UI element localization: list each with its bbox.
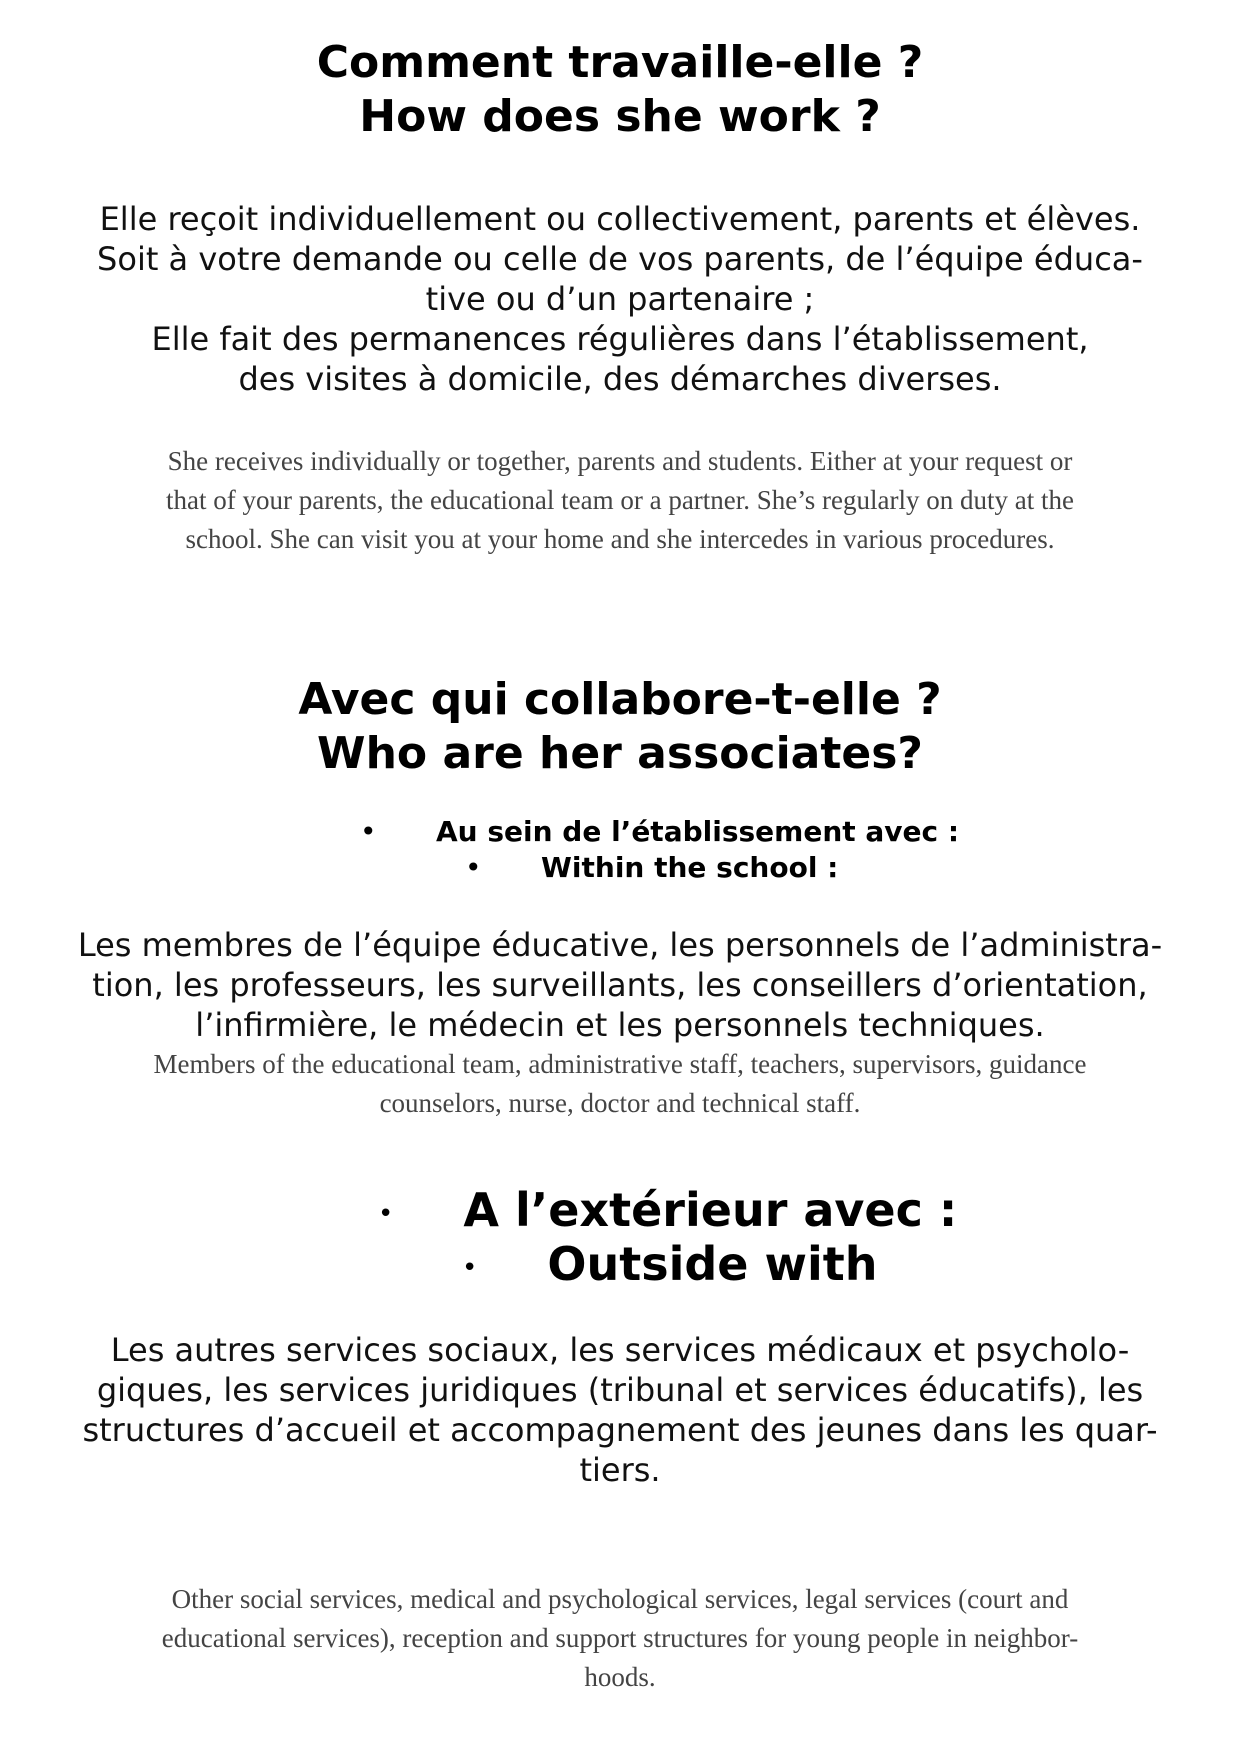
section3-body-en bbox=[40, 1580, 1200, 1697]
section3-en-line: Other social services, medical and psychological services, legal services (court and bbox=[171, 1584, 1069, 1614]
section2-fr-line: tion, les professeurs, les surveillants, les conseillers d’orientation, bbox=[92, 966, 1148, 1004]
section2-heading bbox=[40, 673, 1200, 781]
section1-en-line: She receives individually or together, parents and students. Either at your request or bbox=[167, 446, 1073, 476]
section1-fr-line: Soit à votre demande ou celle de vos parents, de l’équipe éduca- bbox=[97, 240, 1143, 278]
bullet-dot-icon: • bbox=[462, 1252, 478, 1283]
section2-body-en bbox=[40, 1045, 1200, 1123]
section2-body-fr bbox=[40, 925, 1200, 1045]
bullet-outside-fr bbox=[378, 1183, 957, 1241]
bullet-text: Outside with bbox=[547, 1237, 878, 1291]
section3-fr-line: tiers. bbox=[579, 1451, 661, 1489]
section2-fr-line: Les membres de l’équipe éducative, les personnels de l’administra- bbox=[77, 926, 1163, 964]
bullet-dot-icon: • bbox=[378, 1198, 394, 1229]
section1-en-line: that of your parents, the educational team or a partner. She’s regularly on duty at the bbox=[166, 485, 1074, 515]
section1-heading-en: How does she work ? bbox=[359, 91, 881, 142]
section2-en-line: Members of the educational team, administrative staff, teachers, supervisors, guidance bbox=[153, 1049, 1087, 1079]
section2-heading-fr: Avec qui collabore-t-elle ? bbox=[298, 674, 942, 725]
bullet-within-school-en bbox=[465, 850, 838, 886]
section3-fr-line: giques, les services juridiques (tribunal et services éducatifs), les bbox=[96, 1371, 1144, 1409]
section3-fr-line: Les autres services sociaux, les services médicaux et psycholo- bbox=[110, 1331, 1130, 1369]
bullet-text: Within the school : bbox=[541, 851, 839, 884]
bullet-text: A l’extérieur avec : bbox=[463, 1183, 958, 1237]
section1-fr-line: Elle reçoit individuellement ou collectivement, parents et élèves. bbox=[99, 200, 1141, 238]
section3-body-fr bbox=[40, 1330, 1200, 1490]
section1-fr-line: des visites à domicile, des démarches diverses. bbox=[238, 360, 1002, 398]
bullet-dot-icon: • bbox=[360, 815, 377, 848]
section1-heading-fr: Comment travaille-elle ? bbox=[316, 37, 924, 88]
section1-en-line: school. She can visit you at your home and she intercedes in various procedures. bbox=[185, 524, 1055, 554]
bullet-text: Au sein de l’établissement avec : bbox=[436, 815, 960, 848]
section3-fr-line: structures d’accueil et accompagnement des jeunes dans les quar- bbox=[82, 1411, 1158, 1449]
section3-en-line: educational services), reception and support structures for young people in neighbor- bbox=[161, 1623, 1079, 1653]
bullet-dot-icon: • bbox=[465, 851, 482, 884]
bullet-outside-en bbox=[462, 1237, 878, 1295]
bullet-within-school-fr bbox=[360, 814, 959, 850]
section1-fr-line: Elle fait des permanences régulières dans l’établissement, bbox=[151, 320, 1089, 358]
section1-body-en bbox=[40, 442, 1200, 559]
section2-heading-en: Who are her associates? bbox=[317, 728, 923, 779]
section2-fr-line: l’infirmière, le médecin et les personnels techniques. bbox=[195, 1006, 1045, 1044]
section2-en-line: counselors, nurse, doctor and technical staff. bbox=[379, 1088, 861, 1118]
section1-fr-line: tive ou d’un partenaire ; bbox=[425, 280, 815, 318]
section1-body-fr bbox=[40, 199, 1200, 399]
section1-heading bbox=[40, 36, 1200, 144]
section3-en-line: hoods. bbox=[584, 1662, 656, 1692]
